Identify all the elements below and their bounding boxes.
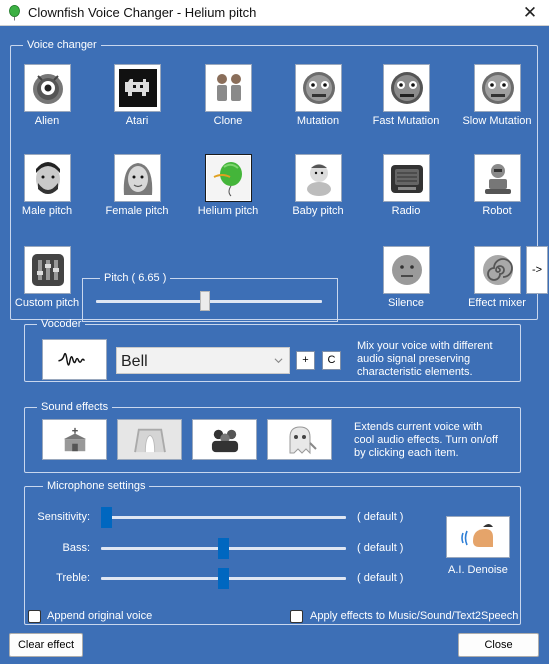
preset-female-pitch-button[interactable] (114, 154, 161, 202)
window-title: Clownfish Voice Changer - Helium pitch (28, 5, 257, 20)
ai-denoise-button[interactable] (446, 516, 510, 558)
vocoder-select-value: Bell (121, 353, 148, 370)
preset-baby-pitch-label: Baby pitch (292, 205, 344, 217)
preset-male-pitch-label: Male pitch (21, 205, 73, 217)
mutation-icon (300, 69, 338, 107)
preset-atari-label: Atari (125, 115, 149, 127)
preset-atari[interactable] (92, 64, 182, 127)
preset-fast-mutation-button[interactable] (383, 64, 430, 112)
cave-icon (130, 426, 170, 454)
preset-helium-pitch[interactable] (183, 154, 273, 217)
preset-baby-pitch[interactable] (273, 154, 363, 217)
append-original-checkbox[interactable] (28, 610, 41, 623)
bass-value: ( default ) (357, 542, 404, 554)
sensitivity-label: Sensitivity: (37, 511, 90, 523)
main-panel (0, 26, 549, 664)
preset-silence-button[interactable] (383, 246, 430, 294)
preset-helium-pitch-label: Helium pitch (197, 205, 259, 217)
treble-slider-thumb[interactable] (218, 568, 229, 589)
preset-slow-mutation-button[interactable] (474, 64, 521, 112)
silence-face-icon (388, 251, 426, 289)
male-face-icon (29, 159, 67, 197)
title-bar (0, 0, 549, 26)
preset-slow-mutation[interactable] (452, 64, 542, 127)
fast-mutation-icon (388, 69, 426, 107)
pitch-slider-thumb[interactable] (200, 291, 210, 311)
vocoder-wave-button[interactable] (42, 339, 107, 380)
preset-robot[interactable] (452, 154, 542, 217)
alien-icon (29, 69, 67, 107)
preset-silence[interactable] (361, 246, 451, 309)
clear-effect-button[interactable]: Clear effect (9, 633, 83, 657)
vocoder-clear-button[interactable]: C (322, 351, 341, 370)
atari-icon (119, 69, 157, 107)
preset-custom-pitch[interactable] (2, 246, 92, 309)
window-close-button[interactable]: ✕ (522, 3, 538, 22)
more-effects-button[interactable]: -> (526, 246, 548, 294)
equalizer-icon (29, 251, 67, 289)
female-face-icon (119, 159, 157, 197)
preset-alien-button[interactable] (24, 64, 71, 112)
bass-slider-thumb[interactable] (218, 538, 229, 559)
preset-female-pitch-label: Female pitch (105, 205, 169, 217)
bass-label: Bass: (62, 542, 90, 554)
preset-fast-mutation[interactable] (361, 64, 451, 127)
preset-effect-mixer-label: Effect mixer (468, 297, 526, 309)
microphone-settings-legend: Microphone settings (47, 480, 146, 492)
treble-value: ( default ) (357, 572, 404, 584)
pitch-label: Pitch ( 6.65 ) (100, 272, 170, 284)
preset-effect-mixer-button[interactable] (474, 246, 521, 294)
helium-balloon-icon (210, 159, 248, 197)
vocoder-add-button[interactable]: + (296, 351, 315, 370)
preset-male-pitch-button[interactable] (24, 154, 71, 202)
preset-silence-label: Silence (387, 297, 425, 309)
ghost-icon (280, 425, 320, 455)
crowd-icon (205, 426, 245, 454)
robot-icon (479, 159, 517, 197)
ai-denoise-label: A.I. Denoise (448, 564, 508, 576)
preset-clone-button[interactable] (205, 64, 252, 112)
treble-label: Treble: (56, 572, 90, 584)
chevron-down-icon (274, 356, 283, 365)
sound-effect-cave-button[interactable] (117, 419, 182, 460)
preset-fast-mutation-label: Fast Mutation (372, 115, 440, 127)
preset-clone-label: Clone (213, 115, 243, 127)
app-balloon-icon (8, 5, 21, 21)
preset-atari-button[interactable] (114, 64, 161, 112)
apply-effects-checkbox[interactable] (290, 610, 303, 623)
slow-mutation-icon (479, 69, 517, 107)
preset-mutation-label: Mutation (296, 115, 340, 127)
vocoder-select[interactable] (116, 347, 290, 374)
preset-alien[interactable] (2, 64, 92, 127)
preset-baby-pitch-button[interactable] (295, 154, 342, 202)
preset-slow-mutation-label: Slow Mutation (462, 115, 532, 127)
sound-effects-legend: Sound effects (41, 401, 109, 413)
sensitivity-slider-thumb[interactable] (101, 507, 112, 528)
preset-radio[interactable] (361, 154, 451, 217)
spiral-icon (479, 251, 517, 289)
preset-mutation[interactable] (273, 64, 363, 127)
preset-robot-label: Robot (482, 205, 512, 217)
preset-female-pitch[interactable] (92, 154, 182, 217)
radio-icon (388, 159, 426, 197)
append-original-label: Append original voice (47, 610, 153, 622)
denoise-voice-icon (459, 523, 499, 553)
preset-alien-label: Alien (34, 115, 60, 127)
apply-effects-label: Apply effects to Music/Sound/Text2Speech (310, 610, 519, 622)
vocoder-description: Mix your voice with different audio signal preserving characteristic elements. (357, 340, 493, 378)
preset-male-pitch[interactable] (2, 154, 92, 217)
preset-custom-pitch-button[interactable] (24, 246, 71, 294)
sound-effect-crowd-button[interactable] (192, 419, 257, 460)
preset-clone[interactable] (183, 64, 273, 127)
sensitivity-slider-track[interactable] (101, 516, 346, 519)
close-button[interactable]: Close (458, 633, 539, 657)
voice-changer-legend: Voice changer (27, 39, 97, 51)
preset-custom-pitch-label: Custom pitch (14, 297, 80, 309)
waveform-icon (57, 347, 93, 373)
sound-effect-church-button[interactable] (42, 419, 107, 460)
clone-icon (210, 69, 248, 107)
sensitivity-value: ( default ) (357, 511, 404, 523)
baby-icon (300, 159, 338, 197)
church-icon (55, 426, 95, 454)
preset-mutation-button[interactable] (295, 64, 342, 112)
preset-helium-pitch-button[interactable] (205, 154, 252, 202)
preset-radio-button[interactable] (383, 154, 430, 202)
preset-radio-label: Radio (391, 205, 421, 217)
sound-effect-ghost-button[interactable] (267, 419, 332, 460)
preset-robot-button[interactable] (474, 154, 521, 202)
sound-effects-description: Extends current voice with cool audio effects. Turn on/off by clicking each item. (354, 421, 498, 459)
vocoder-legend: Vocoder (41, 318, 82, 330)
